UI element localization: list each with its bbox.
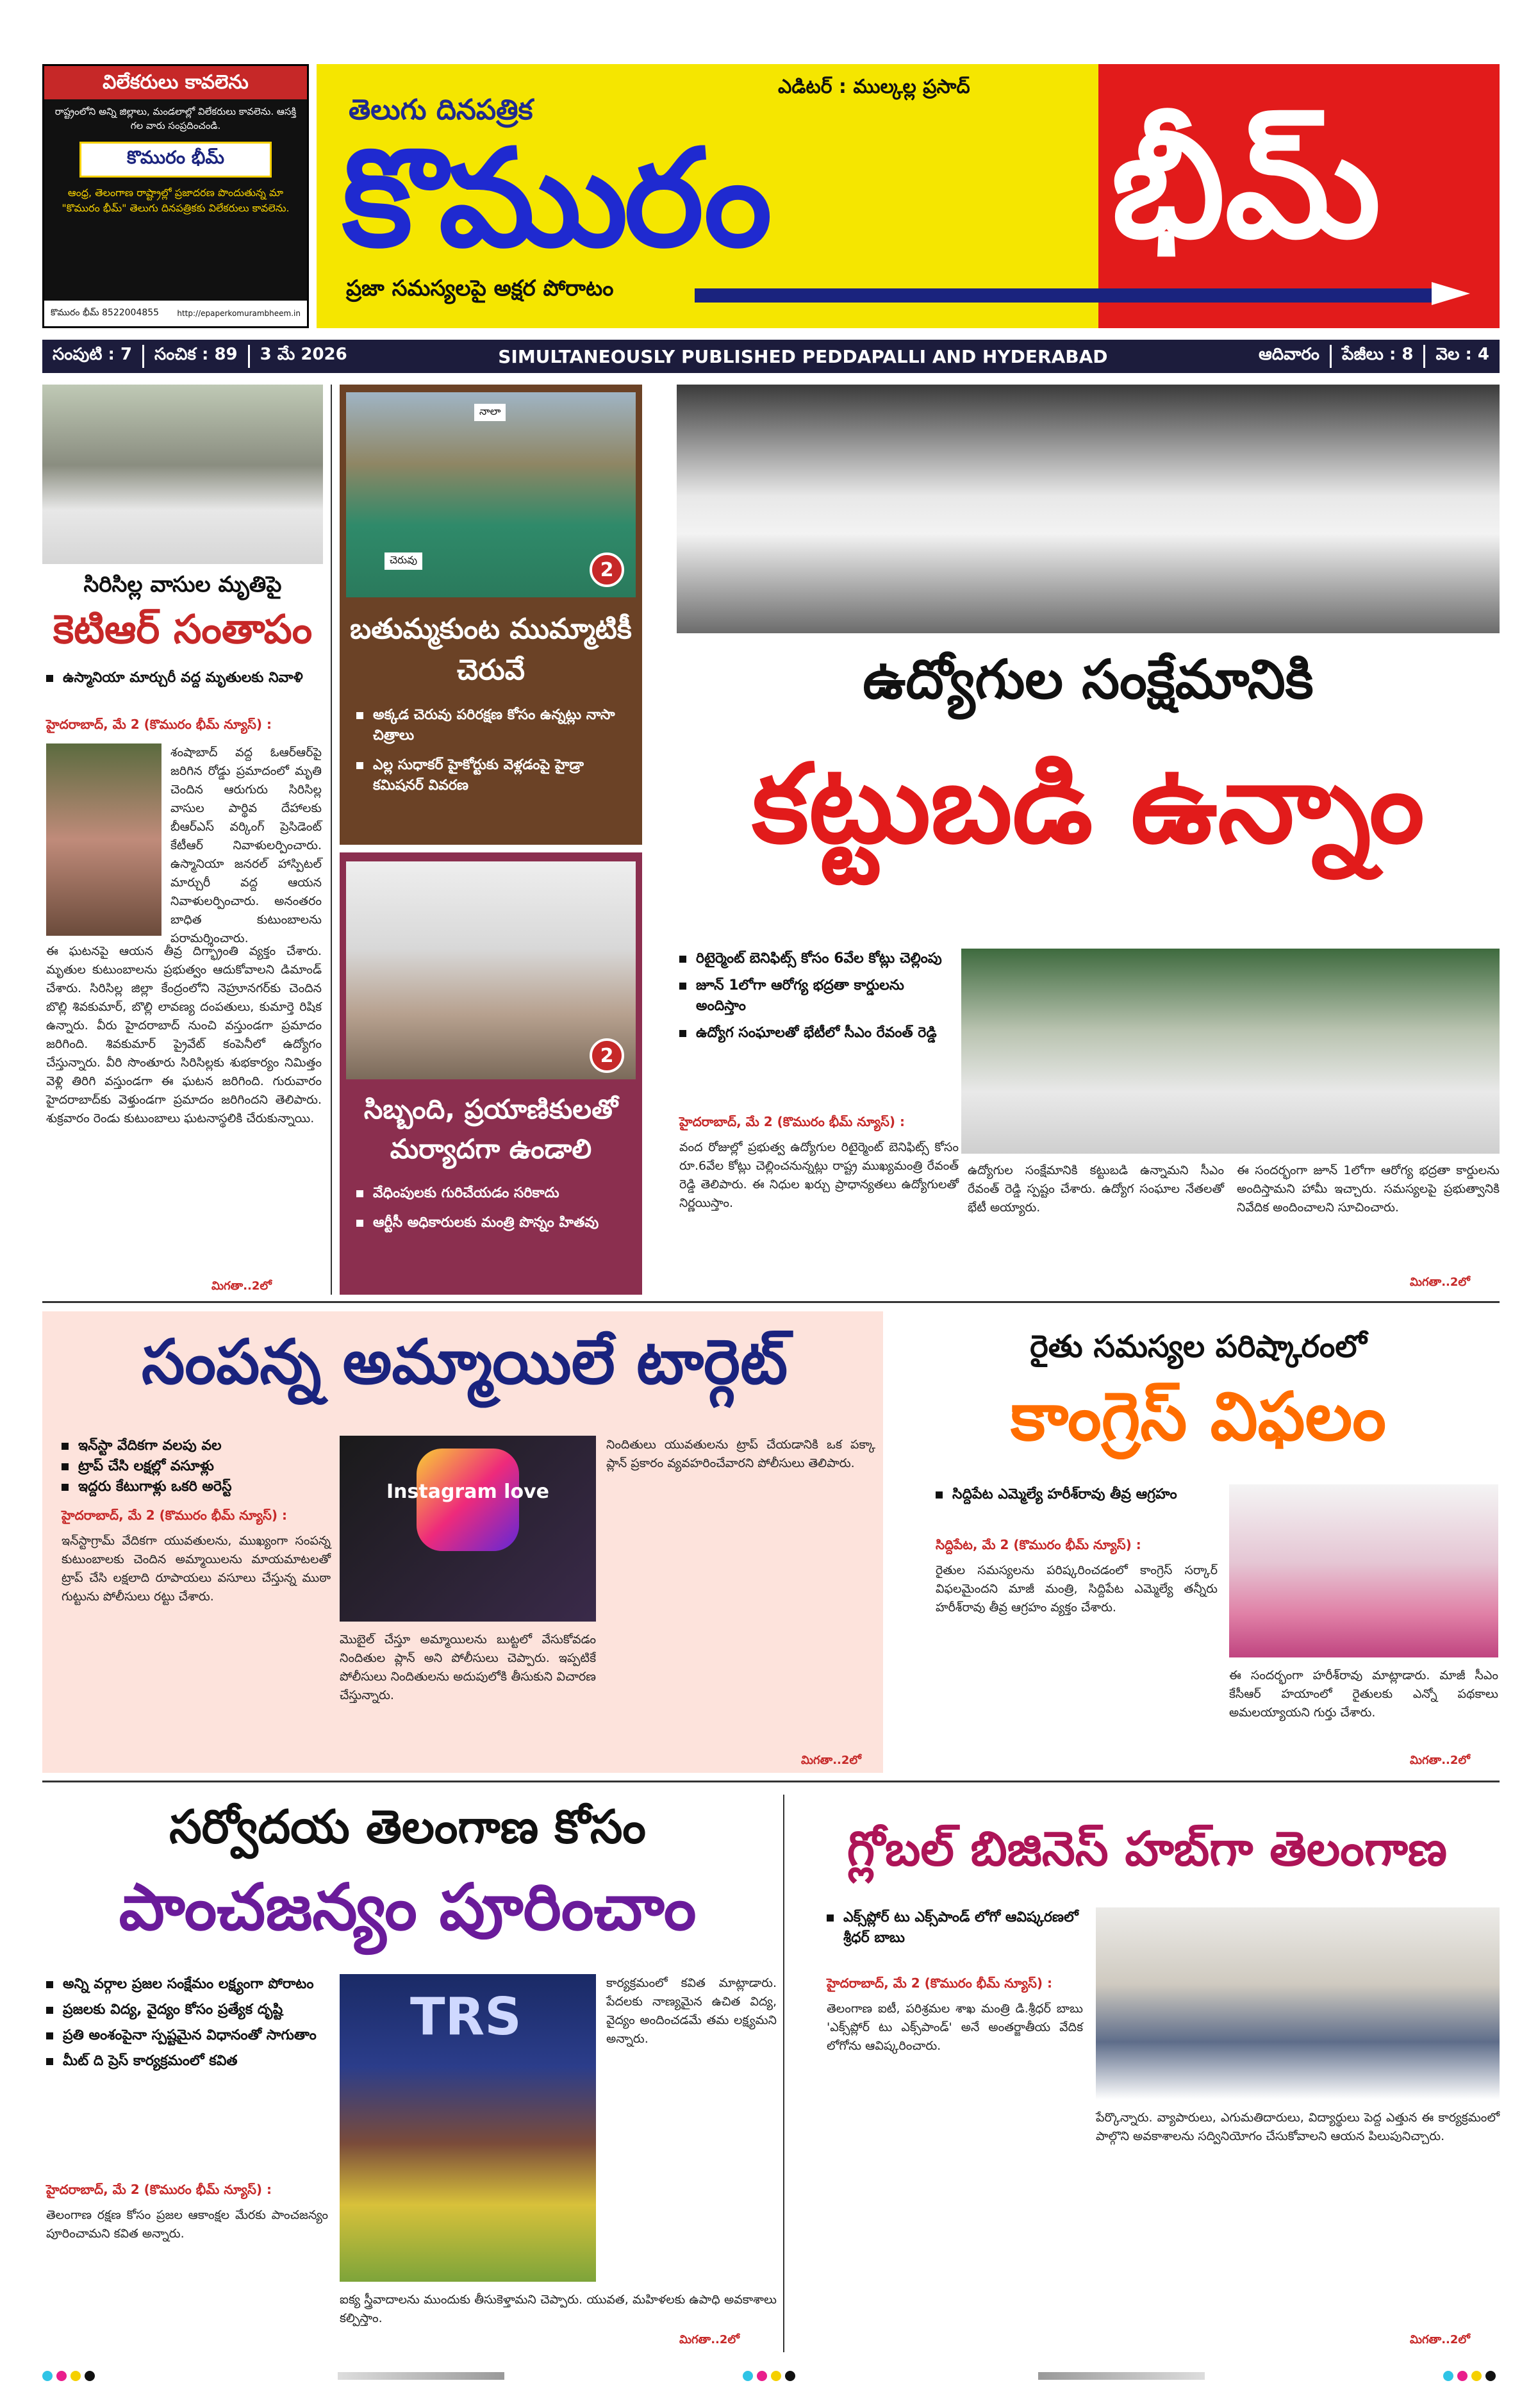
- farmers-bullet-1: సిద్దిపేట ఎమ్మెల్యే హరీశ్‌రావు తీవ్ర ఆగ్రహం: [936, 1484, 1218, 1505]
- registration-dot: [771, 2371, 781, 2381]
- lead-bullet-1: రిటైర్మెంట్ బెనిఫిట్స్ కోసం 6వేల కోట్లు చెల్లింపు: [679, 949, 948, 969]
- ad-body: ఆంధ్ర, తెలంగాణ రాష్ట్రాల్లో ప్రజాదరణ పొందుతున్న మా "కొమురం భీమ్" తెలుగు దినపత్రికకు విలేకరులు కావలెను.: [62, 187, 290, 214]
- ktr-top-photo: [42, 385, 323, 564]
- color-registration-left: [42, 2371, 99, 2381]
- lead-bullet-3: ఉద్యోగ సంఘాలతో భేటీలో సీఎం రేవంత్ రెడ్డి: [679, 1023, 948, 1043]
- kavitha-banner: TRS: [410, 1987, 522, 2047]
- ktr-dateline: హైదరాబాద్, మే 2 (కొమురం భీమ్ న్యూస్) :: [46, 717, 272, 732]
- staff-bullet-1: వేధింపులకు గురిచేయడం సరికాదు: [356, 1183, 632, 1204]
- lead-headline: కట్టుబడి ఉన్నాం: [752, 741, 1425, 868]
- lead-dateline: హైదరాబాద్, మే 2 (కొమురం భీమ్ న్యూస్) :: [679, 1114, 905, 1129]
- registration-dot: [1443, 2371, 1453, 2381]
- target-bullets: [62, 1436, 331, 1497]
- kavitha-headline: పాంచజన్యం పూరించాం: [119, 1870, 697, 1945]
- pen-nib-icon: [1432, 282, 1470, 305]
- farmers-photo: [1229, 1484, 1498, 1657]
- section-rule-1: [42, 1301, 1500, 1303]
- masthead: [317, 64, 1500, 328]
- kavitha-photo: [340, 1974, 596, 2282]
- target-more: మిగతా..2లో: [801, 1754, 861, 1767]
- masthead-title-accent: భీమ్: [1111, 100, 1381, 271]
- kavitha-bullets: [46, 1974, 328, 2072]
- target-bullet-3: ఇద్దరు కేటుగాళ్లు ఒకరి అరెస్ట్: [62, 1477, 331, 1497]
- lead-bullet-2: జూన్ 1లోగా ఆరోగ్య భద్రతా కార్డులను అందిస్తాం: [679, 976, 948, 1017]
- registration-dot: [1457, 2371, 1468, 2381]
- hub-body-1: తెలంగాణ ఐటీ, పరిశ్రమల శాఖ మంత్రి డి.శ్రీధర్ బాబు 'ఎక్స్‌ప్లోర్ టు ఎక్స్‌పాండ్' అనే అంతర్జాతీయ వేదిక లోగోను ఆవిష్కరించారు.: [827, 2002, 1083, 2053]
- publish-note: SIMULTANEOUSLY PUBLISHED PEDDAPALLI AND HYDERABAD: [498, 345, 1108, 367]
- masthead-underline: [695, 288, 1432, 303]
- masthead-editor: ఎడిటర్ : ముల్కల్ల ప్రసాద్: [778, 76, 970, 98]
- hub-body-2: పేర్కొన్నారు. వ్యాపారులు, ఎగుమతిదారులు, విద్యార్థులు పెద్ద ఎత్తున ఈ కార్యక్రమంలో పాల్గొని అవకాశాలను సద్వినియోగం చేసుకోవాలని ఆయన పిలుపునిచ్చారు.: [1096, 2111, 1500, 2143]
- ktr-body: శంషాబాద్ వద్ద ఓఆర్ఆర్‌పై జరిగిన రోడ్డు ప్రమాదంలో మృతి చెందిన ఆరుగురు సిరిసిల్ల వాసుల పార్థివ దేహాలకు బీఆర్ఎస్ వర్కింగ్ ప్రెసిడెంట్ కేటీఆర్ నివాళులర్పించారు. ఉస్మానియా జనరల్ హాస్పిటల్ మార్చురీ వద్ద ఆయన నివాళులర్పించారు. అనంతరం బాధిత కుటుంబాలను పరామర్శించారు.: [170, 745, 322, 945]
- color-registration-center-left: [338, 2372, 504, 2380]
- bathukamma-bullets: [356, 705, 632, 796]
- bathukamma-headline: బతుమ్మకుంట ముమ్మాటికీ చెరువే: [350, 613, 632, 686]
- kavitha-dateline: హైదరాబాద్, మే 2 (కొమురం భీమ్ న్యూస్) :: [46, 2182, 272, 2197]
- section-rule-2: [42, 1781, 1500, 1782]
- staff-page-badge: 2: [590, 1038, 624, 1073]
- ktr-bullet-1: ఉస్మానియా మార్చురీ వద్ద మృతులకు నివాళి: [46, 668, 322, 688]
- staff-bullet-2: ఆర్టీసీ అధికారులకు మంత్రి పొన్నం హితవు: [356, 1213, 632, 1233]
- volume-number: సంపుటి : 7: [42, 345, 144, 368]
- photo-tag-nala: నాలా: [474, 404, 506, 421]
- page-count: పేజీలు : 8: [1332, 345, 1426, 368]
- lead-meeting-photo: [961, 949, 1500, 1154]
- kavitha-kicker: సర్వోదయ తెలంగాణ కోసం: [169, 1800, 646, 1854]
- lead-body-3: ఈ సందర్భంగా జూన్ 1లోగా ఆరోగ్య భద్రతా కార్డులను అందిస్తామని హామీ ఇచ్చారు. సమస్యలపై ప్రభుత్వానికి నివేదిక అందించాలని సూచించారు.: [1237, 1163, 1500, 1215]
- target-bullet-2: ట్రాప్ చేసి లక్షల్లో వసూళ్లు: [62, 1456, 331, 1477]
- col-divider-1: [331, 385, 332, 1295]
- weekday: ఆదివారం: [1248, 345, 1332, 368]
- farmers-headline: కాంగ్రెస్ విఫలం: [1011, 1377, 1386, 1456]
- instagram-graphic: [340, 1436, 596, 1622]
- bathukamma-page-badge: 2: [590, 552, 624, 587]
- farmers-kicker: రైతు సమస్యల పరిష్కారంలో: [1030, 1329, 1367, 1365]
- registration-dot: [85, 2371, 95, 2381]
- ktr-inset-photo: [46, 743, 161, 936]
- kavitha-bullet-1: అన్ని వర్గాల ప్రజల సంక్షేమం లక్ష్యంగా పోరాటం: [46, 1974, 328, 1995]
- farmers-bullets: [936, 1484, 1218, 1505]
- target-body-2: మొబైల్‌ చేస్తూ అమ్మాయిలను బుట్టలో వేసుకోవడం నిందితుల ప్లాన్ అని పోలీసులు చెప్పారు. ఇప్పటికే పోలీసులు నిందితులను అదుపులోకి తీసుకుని విచారణ చేస్తున్నారు.: [340, 1632, 596, 1702]
- hub-headline: గ్లోబల్ బిజినెస్ హబ్‌గా తెలంగాణ: [847, 1822, 1448, 1877]
- ad-contact-strip: [44, 301, 307, 326]
- ad-contact: కొమురం భీమ్ 8522004855: [51, 307, 160, 318]
- lead-kicker: ఉద్యోగుల సంక్షేమానికి: [863, 648, 1314, 711]
- issue-number: సంచిక : 89: [144, 345, 250, 368]
- registration-dot: [757, 2371, 767, 2381]
- ktr-more: మిగతా..2లో: [211, 1279, 272, 1293]
- photo-tag-lake: చెరువు: [384, 552, 422, 570]
- registration-dot: [70, 2371, 81, 2381]
- masthead-title-main: కొమురం: [342, 120, 768, 277]
- target-headline: సంపన్న అమ్మాయిలే టార్గెట్: [141, 1326, 788, 1398]
- registration-dot: [1471, 2371, 1482, 2381]
- lead-photo: [677, 385, 1500, 633]
- ad-header: విలేకరులు కావలెను: [44, 66, 307, 99]
- ad-logo-text: కొమురం భీమ్: [127, 147, 224, 168]
- ad-logo: [79, 142, 272, 178]
- issue-date: 3 మే 2026: [260, 345, 347, 364]
- price: వెల : 4: [1435, 345, 1489, 364]
- hub-photo: [1096, 1907, 1500, 2100]
- ktr-headline: కెటిఆర్ సంతాపం: [53, 606, 313, 652]
- color-registration-center-right: [1038, 2372, 1205, 2380]
- lead-bullets: [679, 949, 948, 1043]
- color-registration-center: [743, 2371, 799, 2381]
- ktr-body-cont: ఈ ఘటనపై ఆయన తీవ్ర దిగ్భ్రాంతి వ్యక్తం చేశారు. మృతుల కుటుంబాలను ప్రభుత్వం ఆదుకోవాలని డిమాండ్ చేశారు. సిరిసిల్ల జిల్లా కేంద్రంలోని నెహ్రూనగర్‌కు చెందిన బొల్లి శివకుమార్, బొల్లి లావణ్య దంపతులు, కుమార్తె రిషిక ఉన్నారు. వీరు హైదరాబాద్ నుంచి వస్తుండగా ప్రమాదం జరిగింది. శివకుమార్ ప్రైవేట్ కంపెనీలో ఉద్యోగం చేస్తున్నారు. వీరి సొంతూరు సిరిసిల్లకు శుభకార్యం నిమిత్తం వెళ్లి తిరిగి వస్తుండగా ఈ ఘటన జరిగింది. గురువారం హైదరాబాద్‌కు వెళ్తుండగా ప్రమాదం జరిగిందని తెలిపారు. శుక్రవారం రెండు కుటుంబాలు ఘటనాస్థలికి చేరుకున్నాయి.: [46, 944, 322, 1125]
- ktr-kicker: సిరిసిల్ల వాసుల మృతిపై: [83, 572, 282, 597]
- registration-dot: [743, 2371, 753, 2381]
- target-dateline: హైదరాబాద్, మే 2 (కొమురం భీమ్ న్యూస్) :: [62, 1507, 288, 1523]
- registration-dot: [1485, 2371, 1496, 2381]
- kavitha-body-2: కార్యక్రమంలో కవిత మాట్లాడారు. పేదలకు నాణ్యమైన ఉచిత విద్య, వైద్యం అందించడమే తమ లక్ష్యమని అన్నారు.: [606, 1976, 777, 2046]
- lead-body-2: ఉద్యోగుల సంక్షేమానికి కట్టుబడి ఉన్నామని సీఎం రేవంత్ రెడ్డి స్పష్టం చేశారు. ఉద్యోగ సంఘాల నేతలతో భేటీ అయ్యారు.: [968, 1163, 1224, 1215]
- staff-photo: [346, 861, 636, 1079]
- color-registration-right: [1443, 2371, 1500, 2381]
- date-bar: [42, 340, 1500, 373]
- bathukamma-photo: [346, 392, 636, 597]
- target-body-3: నిందితులు యువతులను ట్రాప్ చేయడానికి ఒక పక్కా ప్లాన్ ప్రకారం వ్యవహరించేవారని పోలీసులు తెలిపారు.: [606, 1438, 875, 1470]
- kavitha-body-1: తెలంగాణ రక్షణ కోసం ప్రజల ఆకాంక్షల మేరకు పాంచజన్యం పూరించామని కవిత అన్నారు.: [46, 2208, 328, 2241]
- ad-box: [42, 64, 309, 328]
- lead-body-1: వంద రోజుల్లో ప్రభుత్వ ఉద్యోగుల రిటైర్మెంట్ బెనిఫిట్స్ కోసం రూ.6వేల కోట్లు చెల్లించనున్నట్లు రాష్ట్ర ముఖ్యమంత్రి రేవంత్ రెడ్డి తెలిపారు. ఈ నిధుల ఖర్చు ప్రాధాన్యతలు ఉద్యోగులతో నిర్ణయిస్తాం.: [679, 1140, 959, 1210]
- hub-more: మిగతా..2లో: [1410, 2333, 1470, 2346]
- ktr-bullets: [46, 668, 322, 688]
- farmers-body-2: ఈ సందర్భంగా హరీశ్‌రావు మాట్లాడారు. మాజీ సీఎం కేసీఆర్ హయాంలో రైతులకు ఎన్నో పథకాలు అమలయ్యాయని గుర్తు చేశారు.: [1229, 1668, 1498, 1720]
- kavitha-bullet-2: ప్రజలకు విద్య, వైద్యం కోసం ప్రత్యేక దృష్టి: [46, 2000, 328, 2020]
- masthead-subtitle: ప్రజా సమస్యలపై అక్షర పోరాటం: [346, 276, 614, 301]
- staff-headline: సిబ్బంది, ప్రయాణికులతో మర్యాదగా ఉండాలి: [363, 1093, 618, 1165]
- ad-intro: రాష్ట్రంలోని అన్ని జిల్లాలు, మండలాల్లో విలేకరులు కావలెను. ఆసక్తి గల వారు సంప్రదించండి.: [54, 106, 297, 131]
- kavitha-bullet-3: ప్రతి అంశంపైనా స్పష్టమైన విధానంతో సాగుతాం: [46, 2025, 328, 2046]
- col-divider-2: [783, 1795, 784, 2352]
- registration-dot: [785, 2371, 795, 2381]
- kavitha-more: మిగతా..2లో: [679, 2333, 740, 2346]
- lead-more: మిగతా..2లో: [1410, 1275, 1470, 1289]
- bathukamma-bullet-1: అక్కడ చెరువు పరిరక్షణ కోసం ఉన్నట్లు నాసా చిత్రాలు: [356, 705, 632, 746]
- farmers-more: మిగతా..2లో: [1410, 1754, 1470, 1767]
- ad-web: http://epaperkomurambheem.in: [177, 309, 301, 318]
- masthead-tagline: తెలుగు దినపత్రిక: [349, 94, 533, 126]
- bathukamma-bullet-2: ఎల్ల సుధాకర్ హైకోర్టుకు వెళ్లడంపై హైడ్రా కమిషనర్ వివరణ: [356, 755, 632, 796]
- kavitha-body-3: ఐక్య స్త్రీవాదాలను ముందుకు తీసుకెళ్తామని చెప్పారు. యువత, మహిళలకు ఉపాధి అవకాశాలు కల్పిస్తాం.: [340, 2293, 777, 2325]
- staff-bullets: [356, 1183, 632, 1233]
- registration-dot: [56, 2371, 67, 2381]
- instagram-label: Instagram love: [386, 1481, 549, 1503]
- hub-bullet-1: ఎక్స్‌ప్లోర్ టు ఎక్స్‌పాండ్ లోగో ఆవిష్కరణలో శ్రీధర్ బాబు: [827, 1907, 1083, 1948]
- target-bullet-1: ఇన్‌స్టా వేదికగా వలపు వల: [62, 1436, 331, 1456]
- registration-dot: [42, 2371, 53, 2381]
- target-body-1: ఇన్‌స్టాగ్రామ్ వేదికగా యువతులను, ముఖ్యంగా సంపన్న కుటుంబాలకు చెందిన అమ్మాయిలను మాయమాటలతో ట్రాప్ చేసి లక్షలాది రూపాయలు వసూలు చేస్తున్న ముఠా గుట్టును పోలీసులు రట్టు చేశారు.: [62, 1534, 331, 1604]
- farmers-dateline: సిద్దిపేట, మే 2 (కొమురం భీమ్ న్యూస్) :: [936, 1537, 1141, 1552]
- hub-bullets: [827, 1907, 1083, 1948]
- footer-strip: [42, 2365, 1500, 2387]
- hub-dateline: హైదరాబాద్, మే 2 (కొమురం భీమ్ న్యూస్) :: [827, 1975, 1053, 1991]
- farmers-body-1: రైతుల సమస్యలను పరిష్కరించడంలో కాంగ్రెస్ సర్కార్ విఫలమైందని మాజీ మంత్రి, సిద్దిపేట ఎమ్మెల్యే తన్నీరు హరీశ్‌రావు తీవ్ర ఆగ్రహం వ్యక్తం చేశారు.: [936, 1563, 1218, 1615]
- kavitha-bullet-4: మీట్ ది ప్రెస్ కార్యక్రమంలో కవిత: [46, 2051, 328, 2072]
